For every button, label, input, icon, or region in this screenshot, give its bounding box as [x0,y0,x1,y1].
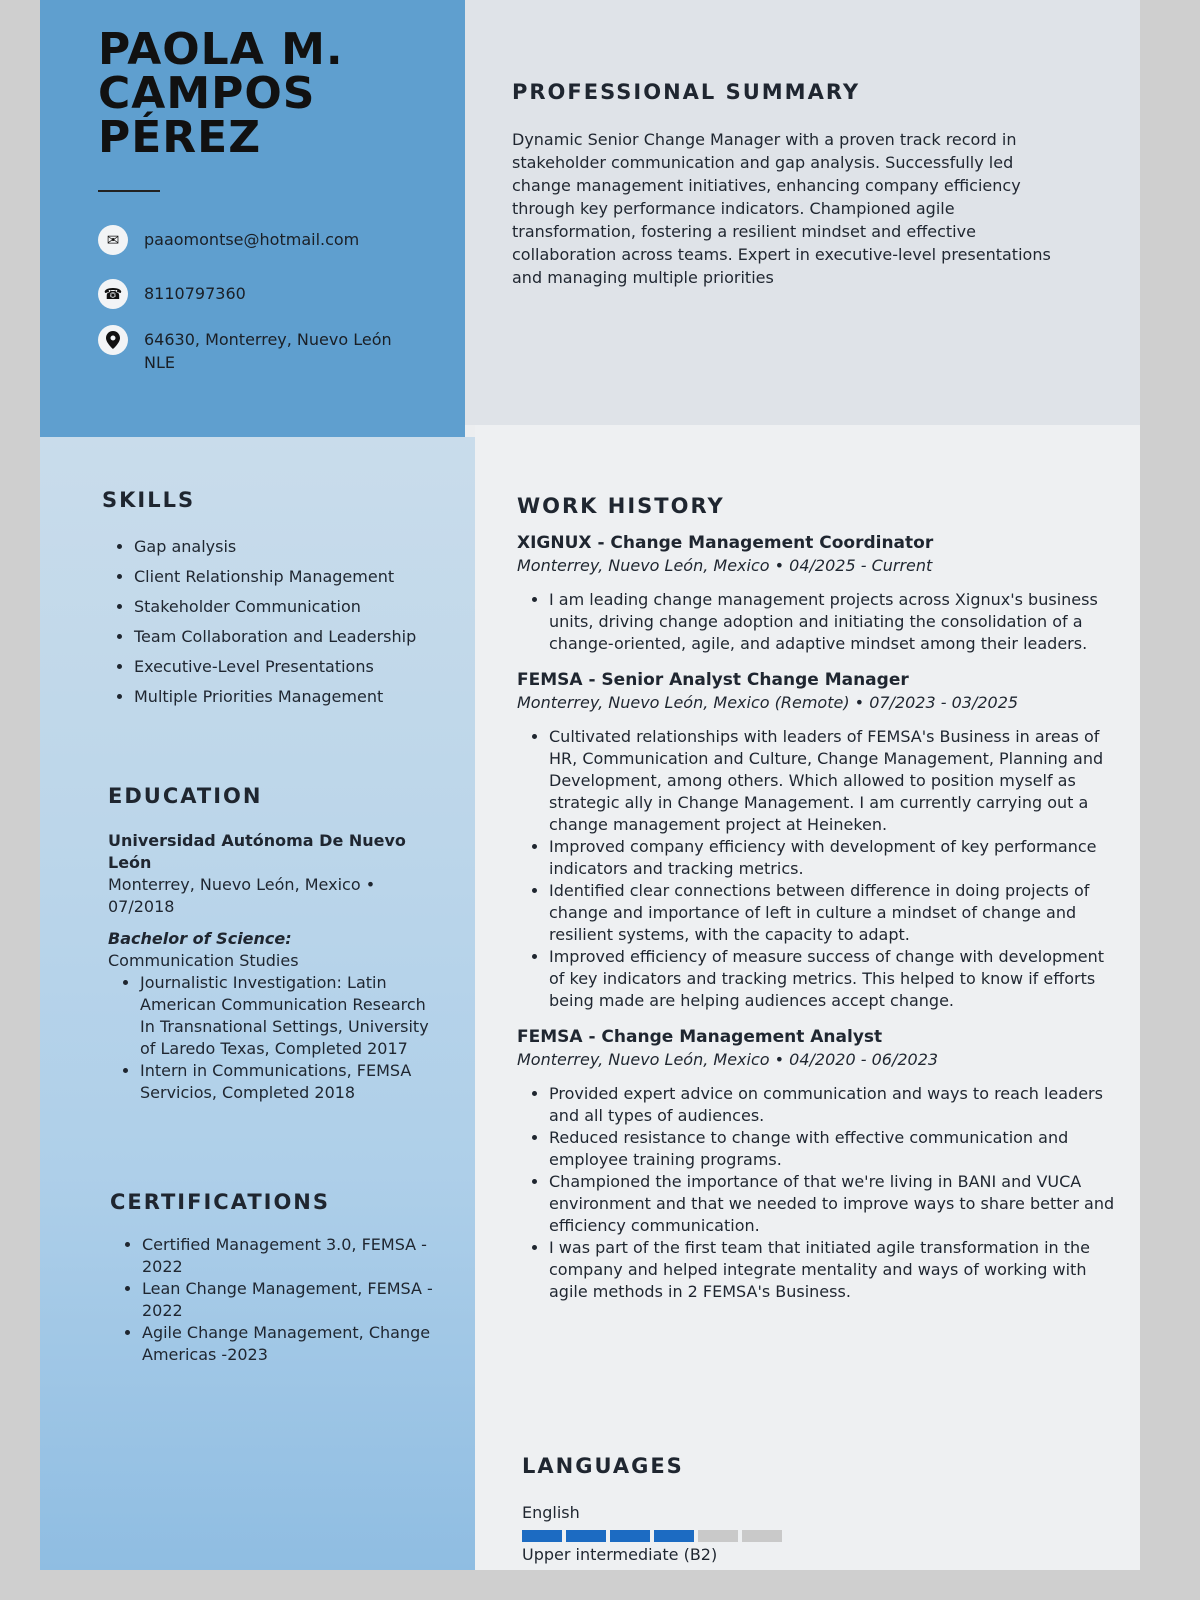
summary-heading: PROFESSIONAL SUMMARY [512,80,861,104]
job-bullet: • I am leading change management projects across Xignux's business units, driving change adoption and initiating the consolidation of a change-oriented, agile, and adaptive mindset among their leaders. [549,589,1117,655]
education-item: • Journalistic Investigation: Latin American Communication Research In Transnational Settings, University of Laredo Texas, Completed 2017 [140,972,433,1060]
language-level-segment [654,1530,694,1542]
work-history-heading: WORK HISTORY [517,494,725,518]
job-bullets [517,726,1117,1012]
contact-email[interactable] [98,225,418,255]
certification-item: • Certified Management 3.0, FEMSA - 2022 [142,1234,440,1278]
name-divider [98,190,160,192]
school-name: Universidad Autónoma De Nuevo León [108,831,406,872]
candidate-name: PAOLA M. CAMPOS PÉREZ [98,24,344,163]
skills-heading: SKILLS [102,488,196,512]
education-list [108,972,433,1104]
summary-section [512,80,1072,289]
summary-text: Dynamic Senior Change Manager with a proven track record in stakeholder communication and gap analysis. Successfully led change management initiatives, enhancing company efficiency through key performance indicators. Championed agile transformation, fostering a resilient mindset and effective collaboration across teams. Expert in executive-level presentations and managing multiple priorities [512,130,1051,287]
school-location-date: Monterrey, Nuevo León, Mexico • 07/2018 [108,875,376,916]
skill-item: • Gap analysis [134,536,442,558]
skill-item: • Executive-Level Presentations [134,656,442,678]
certification-item: • Lean Change Management, FEMSA - 2022 [142,1278,440,1322]
job-meta: Monterrey, Nuevo León, Mexico (Remote) • 07/2023 - 03/2025 [517,693,1019,712]
job-title: FEMSA - Change Management Analyst [517,1027,883,1047]
address-line-1: 64630, Monterrey, Nuevo León [144,330,392,349]
skills-list [102,536,442,708]
skill-item: • Client Relationship Management [134,566,442,588]
work-history-section [517,494,1117,1303]
education-heading: EDUCATION [108,784,263,808]
education-item: • Intern in Communications, FEMSA Servicios, Completed 2018 [140,1060,433,1104]
languages-heading: LANGUAGES [522,1454,684,1478]
job-meta: Monterrey, Nuevo León, Mexico • 04/2025 - Current [517,556,933,575]
job-entry [517,532,1117,655]
language-level: Upper intermediate (B2) [522,1545,718,1564]
job-bullets [517,589,1117,655]
language-level-segment [698,1530,738,1542]
certification-item: • Agile Change Management, Change Americas -2023 [142,1322,440,1366]
degree-title: Bachelor of Science: [108,929,292,948]
location-pin-icon [98,325,128,355]
job-bullet: • Cultivated relationships with leaders of FEMSA's Business in areas of HR, Communication and Culture, Change Management, Planning and Development, among others. Which allowed to position myself as strategic ally in Change Management. I am currently carrying out a change management project at Heineken. [549,726,1117,836]
contact-phone[interactable] [98,279,418,309]
language-level-segment [610,1530,650,1542]
job-title: FEMSA - Senior Analyst Change Manager [517,670,909,690]
job-bullet: • Improved efficiency of measure success of change with development of key indicators and tracking metrics. This helped to know if efforts being made are helping audiences accept change. [549,946,1117,1012]
language-level-bar [522,1530,1082,1542]
envelope-icon: ✉ [98,225,128,255]
degree-field: Communication Studies [108,951,299,970]
job-title: XIGNUX - Change Management Coordinator [517,533,934,553]
job-bullet: • Reduced resistance to change with effective communication and employee training programs. [549,1127,1117,1171]
phone-icon: ☎ [98,279,128,309]
email-text[interactable]: paaomontse@hotmail.com [144,230,360,249]
job-bullet: • Championed the importance of that we're living in BANI and VUCA environment and that we needed to improve ways to share better and efficiency communication. [549,1171,1117,1237]
job-bullet: • Identified clear connections between difference in doing projects of change and importance of left in culture a mindset of change and resilient systems, with the capacity to adapt. [549,880,1117,946]
certifications-section [110,1190,440,1366]
phone-text[interactable]: 8110797360 [144,284,246,303]
job-entry [517,669,1117,1012]
contact-address [98,325,418,374]
job-bullet: • Provided expert advice on communication and ways to reach leaders and all types of audiences. [549,1083,1117,1127]
skill-item: • Stakeholder Communication [134,596,442,618]
language-level-segment [522,1530,562,1542]
language-name: English [522,1503,580,1522]
job-meta: Monterrey, Nuevo León, Mexico • 04/2020 - 06/2023 [517,1050,939,1069]
job-bullet: • I was part of the first team that initiated agile transformation in the company and helped integrate mentality and ways of working with agile methods in 2 FEMSA's Business. [549,1237,1117,1303]
languages-section [522,1454,1082,1566]
certifications-list [110,1234,440,1366]
address-text [144,325,392,374]
skill-item: • Team Collaboration and Leadership [134,626,442,648]
job-bullets [517,1083,1117,1303]
job-bullet: • Improved company efficiency with development of key performance indicators and tracking metrics. [549,836,1117,880]
skill-item: • Multiple Priorities Management [134,686,442,708]
resume-page [40,0,1140,1570]
language-level-segment [566,1530,606,1542]
language-level-segment [742,1530,782,1542]
education-section [108,784,433,1104]
address-line-2: NLE [144,353,175,372]
certifications-heading: CERTIFICATIONS [110,1190,331,1214]
job-entry [517,1026,1117,1303]
skills-section [102,488,442,716]
